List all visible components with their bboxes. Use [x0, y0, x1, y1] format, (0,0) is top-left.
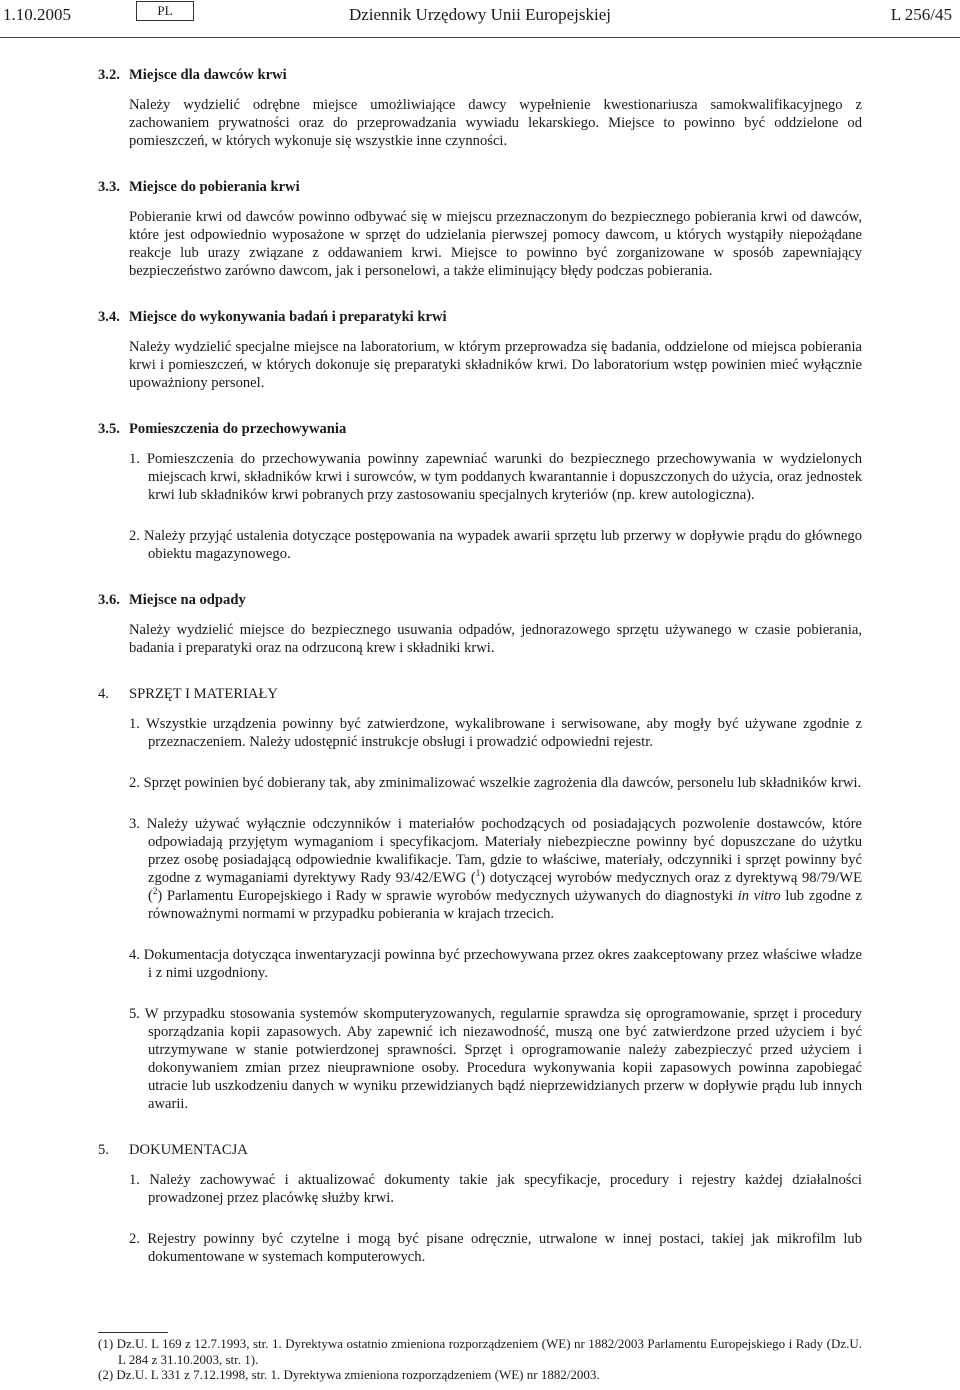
list-item: 5. W przypadku stosowania systemów skomputeryzowanych, regularnie sprawdza się oprogramowanie, sprzęt i procedury sporządzania kopii zapasowych. Aby zapewnić ich niezawodność, muszą one być zatwierdzone przed użyciem i być utrzymywane w stanie potwierdzonej sprawności. Sprzęt i oprogramowanie należy zabezpieczyć przed użyciem i dokonywaniem zmian przez nieuprawnione osoby. Procedura wykonywania kopii zapasowych powinna zapobiegać utracie lub uszkodzeniu danych w wyniku przewidzianych bądź nieprzewidzianych przerw w dopływie prądu lub innych awarii.	[129, 1006, 862, 1112]
section-text-3-4: Należy wydzielić specjalne miejsce na laboratorium, w którym przeprowadza się badania, oddzielone od miejsca pobierania krwi i pomieszczeń, w których dokonuje się preparatyki składników krwi. Do laboratorium wstęp powinien mieć wyłącznie upoważniony personel.	[129, 339, 862, 391]
section-text-3-3: Pobieranie krwi od dawców powinno odbywać się w miejscu przeznaczonym do bezpiecznego pobierania krwi od dawców, które jest odpowiednio wyposażone w sprzęt do udzielania pierwszej pomocy dawcom, u których wystąpiły niepożądane reakcje lub urazy związane z oddawaniem krwi. Miejsce to powinno być zorganizowane w sposób zapewniający bezpieczeństwo zarówno dawcom, jak i personelowi, a także eliminujący błędy podczas pobierania.	[129, 209, 862, 279]
list-item: 4. Dokumentacja dotycząca inwentaryzacji powinna być przechowywana przez okres zaakceptowany przez właściwe władze i z nimi uzgodniony.	[129, 947, 862, 981]
list-item: 2. Należy przyjąć ustalenia dotyczące postępowania na wypadek awarii sprzętu lub przerwy w dopływie prądu do głównego obiektu magazynowego.	[129, 528, 862, 562]
section-heading-3-4: 3.4. Miejsce do wykonywania badań i preparatyki krwi	[98, 309, 447, 325]
section-heading-5: 5. DOKUMENTACJA	[98, 1142, 248, 1158]
document-body	[98, 66, 862, 1289]
page-header	[0, 0, 960, 38]
footnote-ref: 1	[475, 868, 481, 879]
language-badge: PL	[136, 1, 194, 21]
list-item: 2. Sprzęt powinien być dobierany tak, aby zminimalizować wszelkie zagrożenia dla dawców, personelu lub składników krwi.	[129, 775, 862, 791]
section-heading-3-2: 3.2. Miejsce dla dawców krwi	[98, 67, 287, 83]
section-text-3-6: Należy wydzielić miejsce do bezpiecznego usuwania odpadów, jednorazowego sprzętu używanego w czasie pobierania, badania i preparatyki oraz na odrzuconą krew i składniki krwi.	[129, 622, 862, 656]
list-item: 2. Rejestry powinny być czytelne i mogą być pisane odręcznie, utrwalone w innej postaci, takiej jak mikrofilm lub dokumentowane w systemach komputerowych.	[129, 1231, 862, 1265]
footnote-rule	[98, 1332, 168, 1333]
header-rule	[0, 37, 960, 38]
list-item: 1. Pomieszczenia do przechowywania powinny zapewniać warunki do bezpiecznego przechowywania w wydzielonych miejscach krwi, składników krwi i surowców, w tym poddanych kwarantannie i dopuszczonych do użycia, oraz jednostek krwi lub składników krwi pobranych przy zastosowaniu specjalnych kryteriów (np. krew autologiczna).	[129, 451, 862, 503]
section-heading-3-6: 3.6. Miejsce na odpady	[98, 592, 246, 608]
footnotes	[98, 1332, 862, 1383]
footnote: (2) Dz.U. L 331 z 7.12.1998, str. 1. Dyrektywa zmieniona rozporządzeniem (WE) nr 1882/2003.	[98, 1367, 600, 1382]
list-item: 1. Należy zachowywać i aktualizować dokumenty takie jak specyfikacje, procedury i rejestry każdej działalności prowadzonej przez placówkę służby krwi.	[129, 1172, 862, 1206]
section-heading-4: 4. SPRZĘT I MATERIAŁY	[98, 686, 278, 702]
publication-date: 1.10.2005	[3, 5, 71, 24]
list-item: 3. Należy używać wyłącznie odczynników i materiałów pochodzących od posiadających pozwolenie dostawców, które odpowiadają przyjętym wymaganiom i specyfikacjom. Materiały niebezpieczne powinny być dopuszczane do użytku przez osobę posiadającą odpowiednie kwalifikacje. Tam, gdzie to właściwe, materiały, odczynniki i sprzęt powinny być zgodne z wymaganiami dyrektywy Rady 93/42/EWG ($^1$) dotyczącej wyrobów medycznych oraz z dyrektywą 98/79/WE ($^2$) Parlamentu Europejskiego i Rady w sprawie wyrobów medycznych używanych do diagnostyki in vitro lub zgodne z równoważnymi normami w przypadku pobierania w krajach trzecich.	[129, 816, 862, 922]
section-text-3-2: Należy wydzielić odrębne miejsce umożliwiające dawcy wypełnienie kwestionariusza samokwalifikacyjnego z zachowaniem prywatności oraz do przeprowadzania wywiadu lekarskiego. Miejsce to powinno być oddzielone od pomieszczeń, w których wykonuje się wszystkie inne czynności.	[129, 97, 862, 149]
page-reference: L 256/45	[890, 5, 952, 24]
list-item: 1. Wszystkie urządzenia powinny być zatwierdzone, wykalibrowane i serwisowane, aby mogły być używane zgodnie z przeznaczeniem. Należy udostępnić instrukcje obsługi i prowadzić odpowiedni rejestr.	[129, 716, 862, 750]
section-heading-3-3: 3.3. Miejsce do pobierania krwi	[98, 179, 300, 195]
footnote: (1) Dz.U. L 169 z 12.7.1993, str. 1. Dyrektywa ostatnio zmieniona rozporządzeniem (WE) nr 1882/2003 Parlamentu Europejskiego i Rady (Dz.U. L 284 z 31.10.2003, str. 1).	[98, 1336, 862, 1367]
section-heading-3-5: 3.5. Pomieszczenia do przechowywania	[98, 421, 347, 437]
footnote-ref: 2	[152, 886, 158, 897]
journal-title: Dziennik Urzędowy Unii Europejskiej	[348, 5, 611, 24]
